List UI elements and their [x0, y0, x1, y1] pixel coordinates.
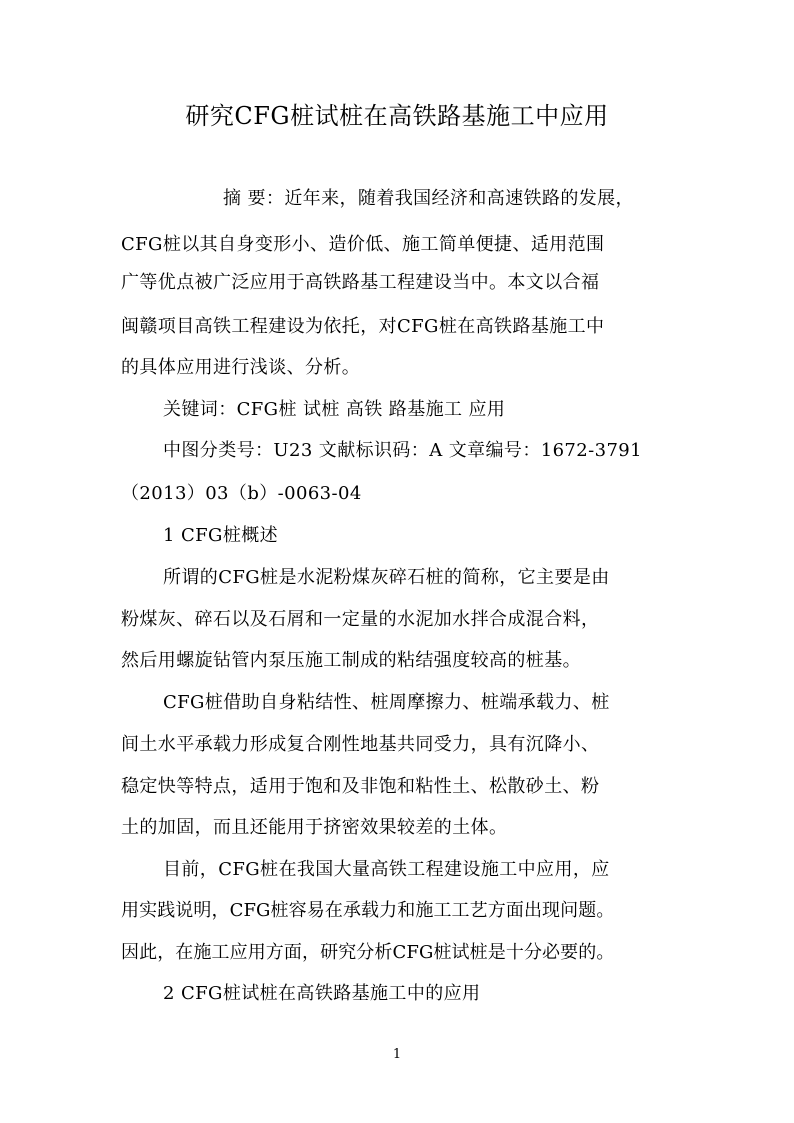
- abstract-line-5: 的具体应用进行浅谈、分析。: [121, 357, 361, 378]
- abstract-line-1: 摘 要：近年来，随着我国经济和高速铁路的发展，: [223, 188, 634, 209]
- classification-line-2: （2013）03（b）-0063-04: [121, 483, 362, 504]
- document-title: 研究CFG桩试桩在高铁路基施工中应用: [185, 102, 609, 130]
- abstract-line-3: 广等优点被广泛应用于高铁路基工程建设当中。本文以合福: [121, 272, 600, 293]
- paragraph-3-line-1: 目前，CFG桩在我国大量高铁工程建设施工中应用，应: [163, 859, 610, 880]
- paragraph-3-line-3: 因此，在施工应用方面，研究分析CFG桩试桩是十分必要的。: [121, 942, 615, 963]
- section-heading-2: 2 CFG桩试桩在高铁路基施工中的应用: [163, 983, 481, 1004]
- abstract-line-2: CFG桩以其自身变形小、造价低、施工简单便捷、适用范围: [121, 234, 605, 255]
- paragraph-3-line-2: 用实践说明，CFG桩容易在承载力和施工工艺方面出现问题。: [121, 900, 615, 921]
- section-heading-1: 1 CFG桩概述: [163, 525, 279, 546]
- paragraph-2-line-2: 间土水平承载力形成复合刚性地基共同受力，具有沉降小、: [121, 734, 600, 755]
- abstract-line-4: 闽赣项目高铁工程建设为依托，对CFG桩在高铁路基施工中: [121, 316, 605, 337]
- paragraph-1-line-1: 所谓的CFG桩是水泥粉煤灰碎石桩的简称，它主要是由: [163, 567, 610, 588]
- paragraph-2-line-4: 土的加固，而且还能用于挤密效果较差的土体。: [121, 817, 508, 838]
- paragraph-2-line-3: 稳定快等特点，适用于饱和及非饱和粘性土、松散砂土、粉: [121, 776, 600, 797]
- paragraph-2-line-1: CFG桩借助自身粘结性、桩周摩擦力、桩端承载力、桩: [163, 692, 610, 713]
- paragraph-1-line-2: 粉煤灰、碎石以及石屑和一定量的水泥加水拌合成混合料，: [121, 609, 600, 630]
- keywords-line: 关键词：CFG桩 试桩 高铁 路基施工 应用: [163, 399, 506, 420]
- classification-line: 中图分类号：U23 文献标识码：A 文章编号：1672-3791: [163, 440, 643, 461]
- paragraph-1-line-3: 然后用螺旋钻管内泵压施工制成的粘结强度较高的桩基。: [121, 650, 581, 671]
- page-number: 1: [392, 1047, 402, 1062]
